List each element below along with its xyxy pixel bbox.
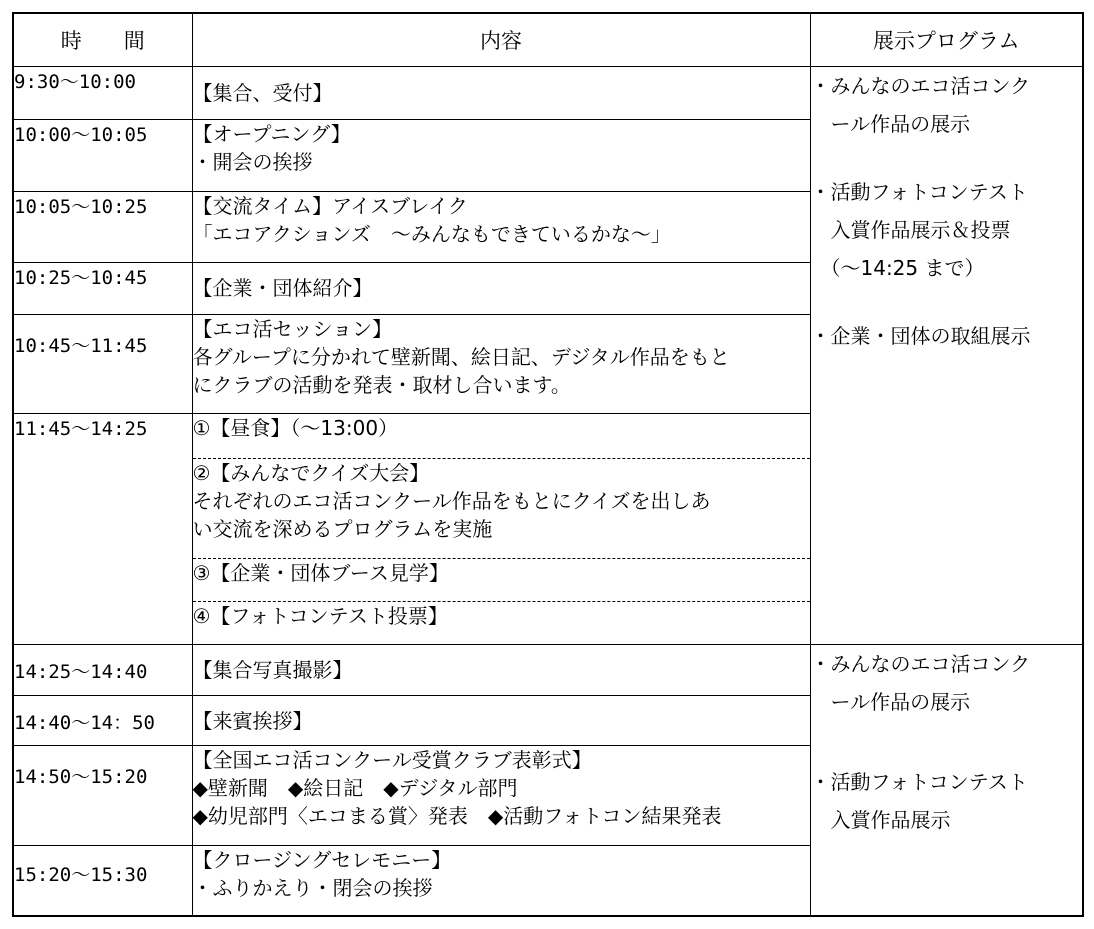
content-line: 【全国エコ活コンクール受賞クラブ表彰式】 <box>192 748 592 772</box>
exhibit-cell-afternoon <box>810 645 1083 916</box>
content-cell <box>192 459 810 559</box>
time-cell: 15:20～15:30 <box>13 846 192 916</box>
time-cell: 10:25～10:45 <box>13 263 192 315</box>
content-cell <box>192 746 810 846</box>
content-line: 「エコアクションズ ～みんなもできているかな～」 <box>192 222 671 246</box>
content-line: ◆壁新聞 ◆絵日記 ◆デジタル部門 <box>192 776 518 800</box>
content-line: ②【みんなでクイズ大会】 <box>192 461 430 485</box>
content-line: にクラブの活動を発表・取材し合います。 <box>192 373 571 397</box>
exhibit-item <box>811 173 1083 287</box>
content-line: ③【企業・団体ブース見学】 <box>192 561 449 585</box>
content-cell <box>192 315 810 414</box>
content-line: 【来賓挨拶】 <box>192 709 313 733</box>
content-cell <box>192 696 810 746</box>
content-line: 【クロージングセレモニー】 <box>192 848 452 872</box>
content-line: ④【フォトコンテスト投票】 <box>192 604 448 628</box>
exhibit-line: ・みんなのエコ活コンク <box>810 652 1031 676</box>
content-cell <box>192 846 810 916</box>
exhibit-item <box>811 645 1083 721</box>
content-line: ・ふりかえり・閉会の挨拶 <box>192 876 433 900</box>
content-cell <box>192 120 810 192</box>
exhibit-line: ・企業・団体の取組展示 <box>810 324 1031 348</box>
time-cell: 10:45～11:45 <box>13 315 192 414</box>
content-cell <box>192 192 810 263</box>
time-cell: 9:30～10:00 <box>13 67 192 120</box>
content-line: ◆幼児部門〈エコまる賞〉発表 ◆活動フォトコン結果発表 <box>192 804 722 828</box>
time-cell: 14:40～14：50 <box>13 696 192 746</box>
exhibit-line: ・活動フォトコンテスト <box>810 770 1028 794</box>
content-line: い交流を深めるプログラムを実施 <box>192 517 493 541</box>
header-program: 展示プログラム <box>810 13 1083 67</box>
exhibit-line: （～14:25 まで） <box>810 256 985 280</box>
content-line: それぞれのエコ活コンクール作品をもとにクイズを出しあ <box>192 489 711 513</box>
content-cell <box>192 602 810 645</box>
content-line: 【エコ活セッション】 <box>192 317 393 341</box>
time-cell: 14:25～14:40 <box>13 645 192 696</box>
content-cell <box>192 67 810 120</box>
exhibit-cell-morning <box>810 67 1083 645</box>
exhibit-line: ・みんなのエコ活コンク <box>810 74 1031 98</box>
content-line: 【企業・団体紹介】 <box>192 276 373 300</box>
time-cell: 14:50～15:20 <box>13 746 192 846</box>
schedule-table <box>12 12 1084 917</box>
content-line: 【集合写真撮影】 <box>192 658 353 682</box>
time-cell: 10:05～10:25 <box>13 192 192 263</box>
schedule-row <box>13 645 1083 696</box>
exhibit-item <box>811 763 1083 839</box>
content-cell <box>192 559 810 602</box>
exhibit-line: 入賞作品展示 <box>810 808 951 832</box>
exhibit-line: ール作品の展示 <box>810 690 971 714</box>
time-cell: 11:45～14:25 <box>13 414 192 645</box>
header-time: 時 間 <box>13 13 192 67</box>
schedule-row <box>13 67 1083 120</box>
content-line: 【集合、受付】 <box>192 81 333 105</box>
exhibit-line: ・活動フォトコンテスト <box>810 180 1028 204</box>
content-cell <box>192 414 810 459</box>
content-line: ・開会の挨拶 <box>192 150 313 174</box>
content-line: 【オープニング】 <box>192 122 351 146</box>
exhibit-line: ール作品の展示 <box>810 112 971 136</box>
content-line: 【交流タイム】アイスブレイク <box>192 194 468 218</box>
content-line: ①【昼食】（～13:00） <box>192 416 399 440</box>
header-content: 内容 <box>192 13 810 67</box>
exhibit-item <box>811 317 1083 355</box>
time-cell: 10:00～10:05 <box>13 120 192 192</box>
exhibit-line: 入賞作品展示＆投票 <box>810 218 1011 242</box>
content-cell <box>192 645 810 696</box>
header-row <box>13 13 1083 67</box>
exhibit-item <box>811 67 1083 143</box>
content-line: 各グループに分かれて壁新聞、絵日記、デジタル作品をもと <box>192 345 730 369</box>
content-cell <box>192 263 810 315</box>
